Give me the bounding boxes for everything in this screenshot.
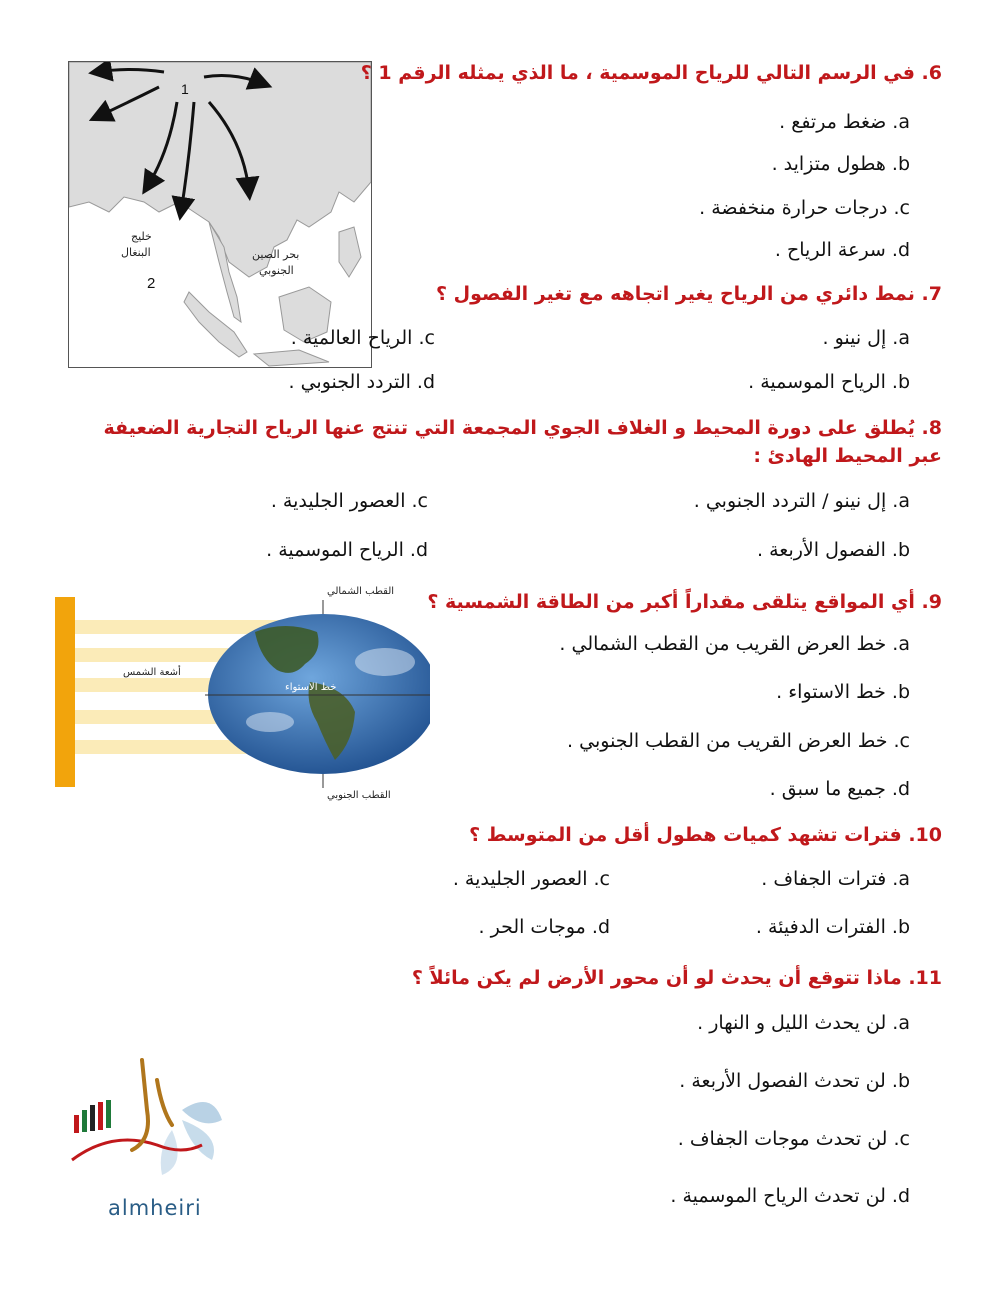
question-7-option-d[interactable]: d. التردد الجنوبي . bbox=[288, 371, 435, 393]
logo-leaf-3 bbox=[161, 1130, 178, 1175]
logo-text: almheiri bbox=[108, 1196, 202, 1220]
question-6-option-a[interactable]: a. ضغط مرتفع . bbox=[779, 111, 910, 133]
sun-edge bbox=[55, 597, 75, 787]
cloud-2 bbox=[246, 712, 294, 732]
logo-flag-green-2 bbox=[106, 1100, 111, 1128]
logo-flag-red-2 bbox=[98, 1102, 103, 1130]
question-9-option-a[interactable]: a. خط العرض القريب من القطب الشمالي . bbox=[559, 633, 910, 655]
logo-flag-black bbox=[90, 1105, 95, 1131]
question-8-option-a[interactable]: a. إل نينو / التردد الجنوبي . bbox=[693, 490, 910, 512]
map-label-2: 2 bbox=[147, 275, 156, 292]
question-9-option-b[interactable]: b. خط الاستواء . bbox=[776, 681, 910, 703]
logo-calligraphy bbox=[132, 1060, 172, 1150]
map-label-1: 1 bbox=[181, 81, 189, 97]
question-7-option-c[interactable]: c. الرياح العالمية . bbox=[290, 327, 435, 349]
logo-mark bbox=[62, 1050, 237, 1200]
question-10-option-b[interactable]: b. الفترات الدفيئة . bbox=[755, 916, 910, 938]
question-11-option-d[interactable]: d. لن تحدث الرياح الموسمية . bbox=[670, 1185, 910, 1207]
question-8-prompt: 8. يُطلق على دورة المحيط و الغلاف الجوي المجمعة التي تنتج عنها الرياح التجارية الضعيفة عبر المحيط الهادئ : bbox=[103, 417, 942, 467]
question-10-option-d[interactable]: d. موجات الحر . bbox=[478, 916, 610, 938]
question-6-option-d[interactable]: d. سرعة الرياح . bbox=[774, 239, 910, 261]
question-10-option-a[interactable]: a. فترات الجفاف . bbox=[761, 868, 910, 890]
question-6-prompt: 6. في الرسم التالي للرياح الموسمية ، ما الذي يمثله الرقم 1 ؟ bbox=[360, 62, 942, 84]
bay-label-1: خليج bbox=[131, 230, 152, 243]
logo-flag-red bbox=[74, 1115, 79, 1133]
cloud-1 bbox=[355, 648, 415, 676]
question-11-option-b[interactable]: b. لن تحدث الفصول الأربعة . bbox=[679, 1070, 910, 1092]
question-8-option-b[interactable]: b. الفصول الأربعة . bbox=[757, 539, 910, 561]
question-7-option-b[interactable]: b. الرياح الموسمية . bbox=[748, 371, 910, 393]
logo-leaf-1 bbox=[182, 1102, 222, 1123]
question-10-prompt: 10. فترات تشهد كميات هطول أقل من المتوسط ؟ bbox=[469, 824, 942, 846]
philippines-island bbox=[339, 227, 361, 277]
sea-label-2: الجنوبي bbox=[259, 264, 294, 277]
question-8-option-d[interactable]: d. الرياح الموسمية . bbox=[266, 539, 428, 561]
bay-label-2: البنغال bbox=[121, 246, 151, 259]
logo-swoosh bbox=[72, 1140, 202, 1160]
question-7-prompt: 7. نمط دائري من الرياح يغير اتجاهه مع تغير الفصول ؟ bbox=[436, 283, 942, 305]
north-pole-label: القطب الشمالي bbox=[327, 586, 395, 597]
monsoon-map-drawing bbox=[69, 62, 371, 367]
earth-sunlight-illustration bbox=[55, 582, 430, 802]
question-9-option-d[interactable]: d. جميع ما سبق . bbox=[769, 778, 910, 800]
question-7-option-a[interactable]: a. إل نينو . bbox=[822, 327, 910, 349]
logo-leaf-2 bbox=[182, 1120, 214, 1160]
question-9-prompt: 9. أي المواقع يتلقى مقداراً أكبر من الطاقة الشمسية ؟ bbox=[427, 591, 942, 613]
equator-label: خط الاستواء bbox=[285, 682, 337, 693]
question-11-prompt: 11. ماذا تتوقع أن يحدث لو أن محور الأرض لم يكن مائلاً ؟ bbox=[411, 967, 942, 989]
sea-label-1: بحر الصين bbox=[252, 248, 300, 261]
java-island bbox=[254, 350, 329, 366]
question-9-option-c[interactable]: c. خط العرض القريب من القطب الجنوبي . bbox=[567, 730, 910, 752]
question-10-option-c[interactable]: c. العصور الجليدية . bbox=[452, 868, 610, 890]
question-8-option-c[interactable]: c. العصور الجليدية . bbox=[270, 490, 428, 512]
south-pole-label: القطب الجنوبي bbox=[327, 790, 391, 801]
question-6-option-c[interactable]: c. درجات حرارة منخفضة . bbox=[699, 197, 910, 219]
question-11-option-c[interactable]: c. لن تحدث موجات الجفاف . bbox=[677, 1128, 910, 1150]
question-6-option-b[interactable]: b. هطول متزايد . bbox=[771, 153, 910, 175]
monsoon-map bbox=[68, 61, 372, 368]
logo-flag-green bbox=[82, 1110, 87, 1132]
question-11-option-a[interactable]: a. لن يحدث الليل و النهار . bbox=[697, 1012, 910, 1034]
earth-drawing bbox=[55, 582, 430, 802]
sun-rays-label: أشعة الشمس bbox=[123, 667, 181, 678]
